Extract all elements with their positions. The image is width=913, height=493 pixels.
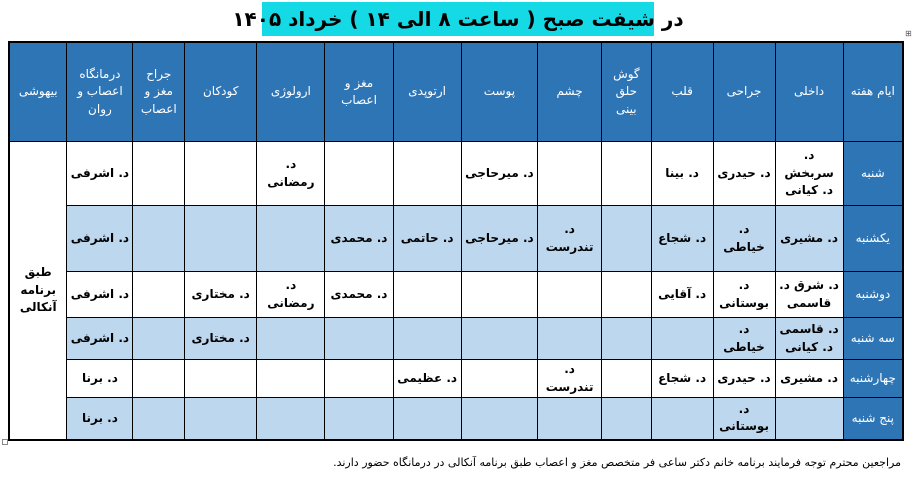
day-cell: سه شنبه <box>843 318 903 360</box>
doctor-cell: د. تندرست <box>538 360 602 398</box>
doctor-cell <box>602 272 652 318</box>
doctor-cell <box>393 272 461 318</box>
column-header: جراح مغز و اعصاب <box>133 42 185 142</box>
doctor-cell <box>133 206 185 272</box>
doctor-cell <box>133 272 185 318</box>
doctor-cell: د. اشرفی <box>67 318 133 360</box>
doctor-cell <box>538 272 602 318</box>
doctor-cell <box>133 142 185 206</box>
column-header: کودکان <box>185 42 257 142</box>
column-header: درمانگاه اعصاب و روان <box>67 42 133 142</box>
column-header: گوش حلق بینی <box>602 42 652 142</box>
doctor-cell <box>325 398 393 440</box>
doctor-cell <box>602 360 652 398</box>
doctor-cell: د. مختاری <box>185 272 257 318</box>
doctor-cell: د. میرحاجی <box>461 206 537 272</box>
doctor-cell: د. خیاطی <box>713 206 775 272</box>
doctor-cell <box>257 360 325 398</box>
doctor-cell <box>393 142 461 206</box>
doctor-cell <box>775 398 843 440</box>
doctor-cell: د. عظیمی <box>393 360 461 398</box>
table-row <box>9 142 903 206</box>
doctor-cell: د. اشرفی <box>67 272 133 318</box>
table-row <box>9 398 903 440</box>
day-cell: چهارشنبه <box>843 360 903 398</box>
doctor-cell: د. شجاع <box>651 360 713 398</box>
doctor-cell <box>325 318 393 360</box>
day-cell: دوشنبه <box>843 272 903 318</box>
doctor-cell <box>538 142 602 206</box>
doctor-cell: د. بوستانی <box>713 272 775 318</box>
doctor-cell <box>602 398 652 440</box>
doctor-cell <box>325 360 393 398</box>
doctor-cell: د. برنا <box>67 360 133 398</box>
table-move-handle-icon[interactable]: ⊞ <box>905 29 912 38</box>
column-header: داخلی <box>775 42 843 142</box>
doctor-cell <box>461 360 537 398</box>
day-cell: شنبه <box>843 142 903 206</box>
day-cell: پنج شنبه <box>843 398 903 440</box>
doctor-cell: د. برنا <box>67 398 133 440</box>
doctor-cell: د. سربخش د. کیانی <box>775 142 843 206</box>
doctor-cell <box>133 398 185 440</box>
column-header: چشم <box>538 42 602 142</box>
doctor-cell: د. اشرفی <box>67 142 133 206</box>
doctor-cell <box>651 318 713 360</box>
doctor-cell: د. اشرفی <box>67 206 133 272</box>
doctor-cell <box>393 318 461 360</box>
doctor-cell: د. مختاری <box>185 318 257 360</box>
doctor-cell: د. رمضانی <box>257 272 325 318</box>
doctor-cell <box>185 398 257 440</box>
column-header: ارولوژی <box>257 42 325 142</box>
day-cell: یکشنبه <box>843 206 903 272</box>
column-header: بیهوشی <box>9 42 67 142</box>
doctor-cell: د. مشیری <box>775 206 843 272</box>
doctor-cell <box>651 398 713 440</box>
doctor-cell: د. تندرست <box>538 206 602 272</box>
doctor-cell <box>602 318 652 360</box>
doctor-cell <box>461 398 537 440</box>
doctor-cell <box>538 318 602 360</box>
table-row <box>9 272 903 318</box>
doctor-cell <box>185 142 257 206</box>
doctor-cell: د. شجاع <box>651 206 713 272</box>
doctor-cell: د. مشیری <box>775 360 843 398</box>
doctor-cell <box>185 206 257 272</box>
doctor-cell: د. رمضانی <box>257 142 325 206</box>
table-row <box>9 318 903 360</box>
table-body <box>9 142 903 440</box>
doctor-cell <box>257 206 325 272</box>
doctor-cell <box>461 272 537 318</box>
doctor-cell <box>602 206 652 272</box>
doctor-cell: د. میرحاجی <box>461 142 537 206</box>
doctor-cell <box>257 398 325 440</box>
doctor-cell <box>133 318 185 360</box>
doctor-cell <box>325 142 393 206</box>
column-header: ارتوپدی <box>393 42 461 142</box>
doctor-cell: د. قاسمی د. کیانی <box>775 318 843 360</box>
column-header: پوست <box>461 42 537 142</box>
doctor-cell: د. شرق د. قاسمی <box>775 272 843 318</box>
doctor-cell: د. محمدی <box>325 206 393 272</box>
doctor-cell: د. حاتمی <box>393 206 461 272</box>
doctor-cell: د. بینا <box>651 142 713 206</box>
column-header: جراحی <box>713 42 775 142</box>
column-header: ایام هفته <box>843 42 903 142</box>
page-corner-marker <box>2 439 8 445</box>
column-header: مغز و اعصاب <box>325 42 393 142</box>
doctor-cell: د. آقایی <box>651 272 713 318</box>
column-header: قلب <box>651 42 713 142</box>
table-row <box>9 360 903 398</box>
doctor-cell <box>461 318 537 360</box>
footer-note: مراجعین محترم توجه فرمایند برنامه خانم دکتر ساعی فر متخصص مغز و اعصاب طبق برنامه آنکالی در درمانگاه حضور دارند. <box>333 456 901 469</box>
doctor-cell: د. محمدی <box>325 272 393 318</box>
table-row <box>9 206 903 272</box>
header-row <box>9 42 903 142</box>
doctor-cell <box>602 142 652 206</box>
page-title: در شیفت صبح ( ساعت ۸ الی ۱۴ ) خرداد ۱۴۰۵ <box>262 2 654 36</box>
schedule-table <box>8 41 904 441</box>
anesthesia-merged-cell: طبق برنامه آنکالی <box>9 142 67 440</box>
doctor-cell: د. بوستانی <box>713 398 775 440</box>
doctor-cell <box>257 318 325 360</box>
doctor-cell <box>133 360 185 398</box>
doctor-cell <box>393 398 461 440</box>
doctor-cell <box>538 398 602 440</box>
doctor-cell: د. حیدری <box>713 360 775 398</box>
doctor-cell: د. خیاطی <box>713 318 775 360</box>
doctor-cell: د. حیدری <box>713 142 775 206</box>
doctor-cell <box>185 360 257 398</box>
